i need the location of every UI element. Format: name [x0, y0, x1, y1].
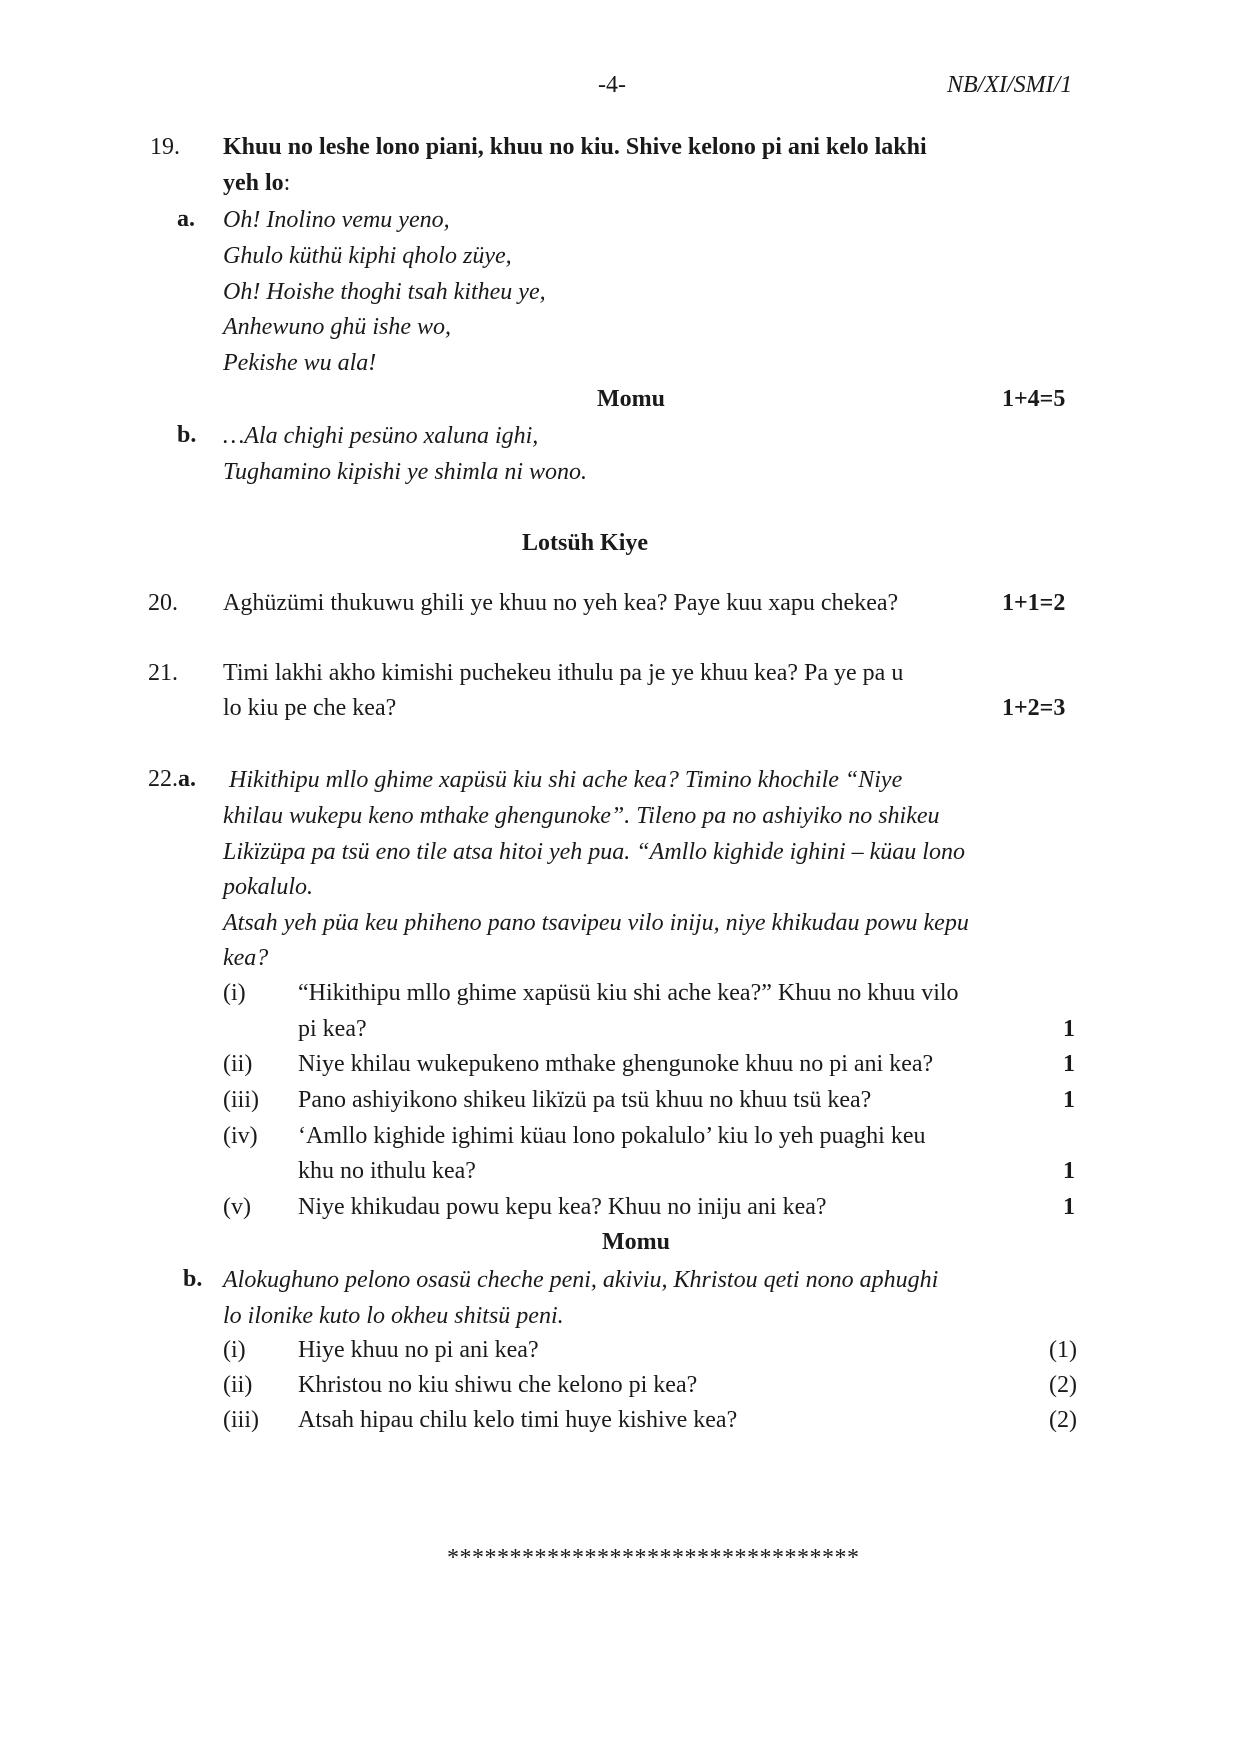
subq-text: Hiye khuu no pi ani kea?: [298, 1337, 539, 1363]
q21-marks: 1+2=3: [1002, 695, 1066, 721]
paper-code: NB/XI/SMI/1: [947, 72, 1073, 98]
q19-b-label: b.: [177, 422, 197, 448]
q20-number: 20.: [148, 590, 178, 616]
subq-text: “Hikithipu mllo ghime xapüsü kiu shi ache kea?” Khuu no khuu vilo: [298, 980, 959, 1006]
subq-mark: 1: [1063, 1194, 1075, 1220]
q21-line1: Timi lakhi akho kimishi puchekeu ithulu pa je ye khuu kea? Pa ye pa u: [223, 660, 904, 686]
subq-number: (i): [223, 1337, 246, 1363]
subq-number: (iii): [223, 1087, 259, 1113]
subq-mark: 1: [1063, 1051, 1075, 1077]
subq-number: (i): [223, 980, 246, 1006]
subq-mark: 1: [1063, 1087, 1075, 1113]
page-number: -4-: [598, 72, 626, 98]
q21-number: 21.: [148, 660, 178, 686]
passage-line: kea?: [223, 945, 269, 971]
subq-text: Pano ashiyikono shikeu likïzü pa tsü khuu no khuu tsü kea?: [298, 1087, 872, 1113]
q19-marks: 1+4=5: [1002, 386, 1066, 412]
passage-line: Likïzüpa pa tsü eno tile atsa hitoi yeh pua. “Amllo kighide ighini – küau lono: [223, 839, 965, 865]
subq-text: khu no ithulu kea?: [298, 1158, 476, 1184]
subq-number: (iv): [223, 1123, 258, 1149]
q19-prompt-line2-text: yeh lo: [223, 170, 284, 196]
passage-line: lo ilonike kuto lo okheu shitsü peni.: [223, 1303, 564, 1329]
subq-mark: (2): [1049, 1372, 1077, 1398]
subq-text: pi kea?: [298, 1016, 367, 1042]
passage-line: khilau wukepu keno mthake ghengunoke”. Tileno pa no ashiyiko no shikeu: [223, 803, 940, 829]
subq-mark: 1: [1063, 1016, 1075, 1042]
q20-marks: 1+1=2: [1002, 590, 1066, 616]
subq-text: Niye khilau wukepukeno mthake ghengunoke khuu no pi ani kea?: [298, 1051, 934, 1077]
subq-number: (ii): [223, 1051, 253, 1077]
subq-number: (v): [223, 1194, 251, 1220]
q20-text: Aghüzümi thukuwu ghili ye khuu no yeh kea? Paye kuu xapu chekea?: [223, 590, 899, 616]
subq-text: Niye khikudau powu kepu kea? Khuu no iniju ani kea?: [298, 1194, 827, 1220]
subq-text: ‘Amllo kighide ighimi küau lono pokalulo’ kiu lo yeh puaghi keu: [298, 1123, 926, 1149]
q22-num: 22.: [148, 766, 178, 792]
poem-line: …Ala chighi pesüno xaluna ighi,: [223, 423, 539, 449]
subq-mark: 1: [1063, 1158, 1075, 1184]
subq-mark: (2): [1049, 1407, 1077, 1433]
q21-line2: lo kiu pe che kea?: [223, 695, 397, 721]
subq-text: Atsah hipau chilu kelo timi huye kishive kea?: [298, 1407, 738, 1433]
poem-line: Pekishe wu ala!: [223, 350, 377, 376]
q19-momu: Momu: [597, 386, 665, 412]
passage-line: Alokughuno pelono osasü cheche peni, akiviu, Khristou qeti nono aphughi: [223, 1267, 939, 1293]
end-of-paper-stars: *********************************: [447, 1545, 860, 1571]
q19-number: 19.: [150, 134, 180, 160]
q19-prompt-line2: [223, 170, 290, 197]
passage-line: Atsah yeh püa keu phiheno pano tsavipeu vilo iniju, niye khikudau powu kepu: [223, 910, 969, 936]
q19-prompt-colon: :: [283, 170, 291, 196]
subq-number: (ii): [223, 1372, 253, 1398]
q22-momu: Momu: [602, 1229, 670, 1255]
q19-a-label: a.: [177, 206, 195, 232]
poem-line: Anhewuno ghü ishe wo,: [223, 314, 451, 340]
section-title: Lotsüh Kiye: [522, 530, 649, 556]
poem-line: Oh! Hoishe thoghi tsah kitheu ye,: [223, 279, 546, 305]
poem-line: Tughamino kipishi ye shimla ni wono.: [223, 459, 588, 485]
passage-line: Hikithipu mllo ghime xapüsü kiu shi ache kea? Timino khochile “Niye: [229, 767, 903, 793]
subq-text: Khristou no kiu shiwu che kelono pi kea?: [298, 1372, 698, 1398]
q22-number: [148, 766, 196, 793]
poem-line: Ghulo küthü kiphi qholo züye,: [223, 243, 512, 269]
passage-line: pokalulo.: [223, 874, 313, 900]
q19-prompt-line1: Khuu no leshe lono piani, khuu no kiu. Shive kelono pi ani kelo lakhi: [223, 134, 927, 160]
q22-a-label: a.: [178, 766, 196, 792]
subq-number: (iii): [223, 1407, 259, 1433]
q22-b-label: b.: [183, 1266, 203, 1292]
poem-line: Oh! Inolino vemu yeno,: [223, 207, 450, 233]
subq-mark: (1): [1049, 1337, 1077, 1363]
